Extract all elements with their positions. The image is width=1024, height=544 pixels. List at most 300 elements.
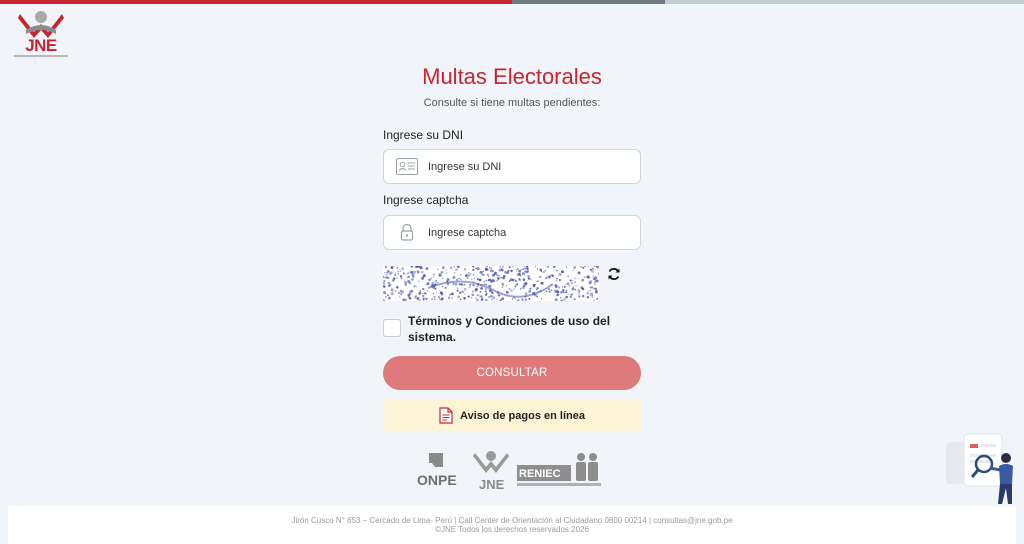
- captcha-noise-dot: [383, 280, 385, 282]
- captcha-noise-dot: [541, 282, 544, 285]
- onpe-logo-text: ONPE: [417, 472, 457, 488]
- captcha-noise-dot: [469, 286, 471, 288]
- consultar-button[interactable]: CONSULTAR: [383, 356, 641, 390]
- captcha-noise-dot: [454, 266, 455, 267]
- captcha-noise-dot: [537, 287, 539, 289]
- logo-wordmark: JNE: [25, 36, 57, 55]
- captcha-noise-dot: [407, 273, 408, 274]
- captcha-noise-dot: [383, 286, 385, 288]
- captcha-noise-dot: [592, 277, 593, 278]
- captcha-noise-dot: [569, 280, 571, 282]
- captcha-noise-dot: [389, 284, 391, 286]
- captcha-noise-dot: [442, 266, 445, 269]
- captcha-noise-dot: [390, 271, 393, 274]
- captcha-noise-dot: [582, 267, 584, 269]
- captcha-noise-dot: [431, 298, 433, 300]
- captcha-noise-dot: [493, 280, 495, 282]
- captcha-noise-dot: [458, 278, 459, 279]
- captcha-noise-dot: [445, 287, 447, 289]
- top-bar-red-segment: [0, 0, 512, 4]
- captcha-noise-dot: [592, 295, 593, 296]
- captcha-noise-dot: [518, 270, 521, 273]
- reniec-logo-text: RENIEC: [519, 468, 561, 480]
- captcha-noise-dot: [396, 287, 398, 289]
- captcha-noise-dot: [441, 298, 444, 301]
- captcha-noise-dot: [453, 276, 456, 279]
- captcha-noise-dot: [551, 274, 552, 275]
- captcha-noise-dot: [464, 294, 465, 295]
- captcha-noise-dot: [470, 273, 472, 275]
- top-accent-bar: [0, 0, 1024, 4]
- captcha-noise-dot: [454, 272, 455, 273]
- captcha-noise-dot: [436, 282, 437, 283]
- captcha-noise-dot: [486, 292, 488, 294]
- captcha-noise-dot: [453, 283, 454, 284]
- captcha-noise-dot: [498, 295, 500, 297]
- captcha-noise-dot: [385, 266, 387, 268]
- captcha-noise-dot: [568, 294, 569, 295]
- dni-field-wrapper[interactable]: [383, 149, 641, 184]
- captcha-noise-dot: [562, 289, 564, 291]
- captcha-noise-dot: [460, 299, 462, 301]
- dni-input[interactable]: [428, 150, 628, 183]
- page-subtitle: Consulte si tiene multas pendientes:: [423, 97, 601, 109]
- captcha-noise-dot: [593, 287, 595, 289]
- jne-logo[interactable]: [14, 10, 68, 62]
- refresh-icon[interactable]: [607, 267, 621, 281]
- captcha-noise-dot: [592, 275, 593, 276]
- captcha-noise-dot: [501, 283, 504, 286]
- captcha-noise-dot: [422, 293, 423, 294]
- captcha-noise-dot: [434, 298, 436, 300]
- document-icon: [439, 407, 453, 424]
- captcha-noise-dot: [472, 269, 474, 271]
- captcha-noise-dot: [580, 266, 582, 268]
- captcha-noise-dot: [404, 283, 407, 286]
- captcha-noise-dot: [438, 296, 441, 299]
- captcha-noise-dot: [395, 272, 396, 273]
- captcha-noise-dot: [413, 272, 415, 274]
- captcha-noise-dot: [554, 290, 555, 291]
- captcha-noise-dot: [488, 296, 490, 298]
- captcha-noise-dot: [489, 279, 491, 281]
- page-title: Multas Electorales: [422, 64, 602, 89]
- captcha-noise-dot: [547, 266, 549, 268]
- captcha-noise-dot: [487, 274, 489, 276]
- captcha-noise-dot: [510, 290, 512, 292]
- captcha-noise-dot: [420, 290, 421, 291]
- captcha-noise-dot: [459, 291, 462, 294]
- captcha-noise-dot: [436, 292, 437, 293]
- captcha-noise-dot: [543, 271, 545, 273]
- captcha-noise-dot: [496, 298, 497, 299]
- captcha-noise-dot: [412, 271, 413, 272]
- captcha-noise-dot: [446, 270, 447, 271]
- captcha-noise-dot: [386, 277, 387, 278]
- captcha-noise-dot: [450, 267, 452, 269]
- captcha-noise-dot: [471, 294, 473, 296]
- captcha-noise-dot: [414, 285, 416, 287]
- captcha-noise-dot: [589, 290, 591, 292]
- captcha-noise-dot: [562, 286, 563, 287]
- captcha-noise-dot: [488, 276, 489, 277]
- captcha-noise-dot: [383, 283, 385, 285]
- captcha-noise-dot: [391, 288, 394, 291]
- captcha-noise-dot: [512, 298, 513, 299]
- captcha-noise-dot: [475, 268, 476, 269]
- captcha-noise-dot: [427, 282, 430, 285]
- captcha-noise-dot: [587, 293, 589, 295]
- captcha-noise-dot: [409, 282, 411, 284]
- captcha-noise-dot: [521, 269, 522, 270]
- captcha-noise-dot: [400, 270, 401, 271]
- captcha-noise-dot: [400, 293, 402, 295]
- captcha-noise-dot: [455, 283, 458, 286]
- captcha-noise-dot: [481, 297, 483, 299]
- captcha-noise-dot: [428, 279, 430, 281]
- captcha-noise-dot: [559, 273, 562, 276]
- captcha-noise-dot: [541, 298, 542, 299]
- captcha-noise-dot: [522, 287, 525, 290]
- captcha-noise-dot: [416, 286, 417, 287]
- captcha-noise-dot: [507, 270, 509, 272]
- captcha-noise-dot: [556, 294, 559, 297]
- captcha-noise-dot: [451, 292, 454, 295]
- captcha-noise-dot: [463, 283, 465, 285]
- captcha-noise-dot: [574, 281, 576, 283]
- footer-copyright: ©JNE Todos los derechos reservados 2026: [435, 525, 589, 534]
- captcha-noise-dot: [460, 279, 461, 280]
- captcha-noise-dot: [451, 297, 453, 299]
- captcha-noise-dot: [441, 271, 444, 274]
- captcha-noise-dot: [477, 267, 480, 270]
- captcha-noise-dot: [578, 293, 579, 294]
- captcha-noise-dot: [594, 283, 596, 285]
- captcha-noise-dot: [401, 267, 404, 270]
- captcha-noise-dot: [460, 283, 462, 285]
- captcha-noise-dot: [411, 278, 414, 281]
- captcha-noise-dot: [437, 282, 438, 283]
- partner-logos: [415, 449, 605, 493]
- captcha-noise-dot: [497, 277, 500, 280]
- captcha-noise-dot: [566, 266, 567, 267]
- captcha-noise-dot: [572, 293, 574, 295]
- captcha-noise-dot: [423, 274, 426, 277]
- captcha-noise-dot: [551, 290, 553, 292]
- captcha-noise-dot: [491, 292, 493, 294]
- captcha-noise-dot: [391, 292, 394, 295]
- captcha-noise-dot: [536, 289, 537, 290]
- captcha-noise-dot: [396, 267, 398, 269]
- footer: [8, 506, 1016, 544]
- captcha-noise-dot: [587, 296, 589, 298]
- captcha-noise-dot: [499, 266, 500, 267]
- captcha-noise-dot: [504, 271, 507, 274]
- captcha-noise-dot: [489, 267, 491, 269]
- captcha-noise-dot: [486, 284, 487, 285]
- captcha-noise-dot: [510, 270, 512, 272]
- captcha-noise-dot: [422, 297, 424, 299]
- captcha-noise-dot: [485, 288, 487, 290]
- captcha-noise-dot: [480, 291, 482, 293]
- captcha-noise-dot: [490, 295, 493, 298]
- captcha-noise-dot: [486, 280, 487, 281]
- captcha-noise-dot: [467, 295, 470, 298]
- captcha-image: [383, 266, 599, 301]
- captcha-noise-dot: [522, 272, 525, 275]
- captcha-noise-dot: [491, 299, 492, 300]
- captcha-noise-dot: [550, 275, 551, 276]
- captcha-noise-dot: [556, 270, 558, 272]
- captcha-noise-dot: [442, 286, 443, 287]
- captcha-noise-dot: [399, 296, 400, 297]
- captcha-noise-dot: [384, 277, 386, 279]
- captcha-noise-dot: [560, 293, 561, 294]
- captcha-noise-dot: [463, 297, 466, 300]
- captcha-noise-dot: [464, 268, 466, 270]
- captcha-noise-dot: [386, 272, 388, 274]
- captcha-noise-dot: [514, 285, 516, 287]
- captcha-noise-dot: [510, 278, 513, 281]
- captcha-noise-dot: [565, 296, 568, 299]
- captcha-noise-dot: [483, 280, 485, 282]
- captcha-noise-dot: [430, 278, 432, 280]
- captcha-noise-dot: [422, 295, 424, 297]
- captcha-noise-dot: [501, 297, 504, 300]
- captcha-noise-dot: [395, 291, 396, 292]
- captcha-noise-dot: [574, 289, 576, 291]
- captcha-noise-dot: [525, 292, 528, 295]
- captcha-noise-dot: [465, 275, 468, 278]
- captcha-noise-dot: [427, 290, 429, 292]
- captcha-noise-dot: [396, 278, 398, 280]
- captcha-noise-dot: [433, 276, 434, 277]
- captcha-noise-dot: [578, 289, 581, 292]
- captcha-noise-dot: [435, 280, 437, 282]
- captcha-noise-dot: [591, 270, 593, 272]
- captcha-noise-dot: [516, 270, 517, 271]
- captcha-noise-dot: [573, 270, 574, 271]
- captcha-noise-dot: [473, 274, 475, 276]
- captcha-noise-dot: [462, 291, 464, 293]
- captcha-noise-dot: [540, 276, 542, 278]
- captcha-noise-dot: [574, 298, 576, 300]
- captcha-noise-dot: [387, 282, 390, 285]
- captcha-noise-dot: [471, 297, 472, 298]
- captcha-noise-dot: [514, 298, 516, 300]
- captcha-noise-dot: [387, 294, 389, 296]
- captcha-input[interactable]: [428, 216, 628, 249]
- captcha-noise-dot: [394, 274, 396, 276]
- captcha-noise-dot: [586, 276, 588, 278]
- captcha-noise-dot: [527, 275, 530, 278]
- captcha-noise-dot: [416, 297, 419, 300]
- captcha-noise-dot: [548, 291, 550, 293]
- aviso-pagos-button[interactable]: [383, 400, 641, 431]
- jne-partner-logo: [473, 451, 509, 492]
- captcha-noise-dot: [477, 278, 479, 280]
- captcha-noise-dot: [485, 291, 487, 293]
- captcha-noise-dot: [594, 279, 597, 282]
- captcha-noise-dot: [564, 298, 566, 300]
- jne-partner-text: JNE: [479, 477, 505, 492]
- captcha-noise-dot: [530, 278, 531, 279]
- captcha-noise-dot: [518, 273, 521, 276]
- captcha-noise-dot: [509, 281, 510, 282]
- terms-link[interactable]: Términos y Condiciones de uso del sistema.: [408, 314, 611, 344]
- captcha-noise-dot: [516, 283, 519, 286]
- captcha-noise-dot: [592, 268, 595, 271]
- captcha-noise-dot: [446, 273, 447, 274]
- captcha-noise-dot: [584, 276, 586, 278]
- captcha-noise-dot: [474, 289, 477, 292]
- captcha-noise-dot: [555, 285, 558, 288]
- captcha-noise-dot: [561, 270, 564, 273]
- captcha-noise-dot: [421, 277, 424, 280]
- captcha-noise-dot: [509, 266, 511, 268]
- captcha-noise-dot: [537, 268, 538, 269]
- captcha-noise-dot: [582, 288, 585, 291]
- captcha-noise-dot: [519, 279, 522, 282]
- captcha-noise-dot: [457, 296, 460, 299]
- captcha-noise-dot: [460, 274, 462, 276]
- captcha-noise-dot: [402, 298, 405, 301]
- captcha-noise-dot: [433, 274, 435, 276]
- reniec-logo: [517, 453, 601, 486]
- captcha-noise-dot: [474, 278, 475, 279]
- terms-checkbox[interactable]: [383, 319, 401, 337]
- captcha-noise-dot: [409, 297, 411, 299]
- captcha-noise-dot: [477, 294, 479, 296]
- captcha-noise-dot: [582, 295, 585, 298]
- captcha-noise-dot: [398, 271, 399, 272]
- captcha-noise-dot: [398, 292, 400, 294]
- captcha-noise-dot: [407, 280, 409, 282]
- captcha-noise-dot: [501, 287, 503, 289]
- captcha-noise-dot: [524, 298, 527, 301]
- captcha-noise-dot: [516, 269, 517, 270]
- captcha-noise-dot: [545, 277, 547, 279]
- captcha-noise-dot: [567, 275, 568, 276]
- captcha-noise-dot: [496, 274, 498, 276]
- captcha-noise-dot: [407, 294, 410, 297]
- captcha-noise-dot: [449, 294, 451, 296]
- captcha-noise-dot: [578, 295, 580, 297]
- captcha-noise-dot: [571, 282, 573, 284]
- captcha-noise-dot: [500, 277, 501, 278]
- captcha-noise-dot: [565, 291, 567, 293]
- captcha-noise-dot: [594, 276, 597, 279]
- aviso-pagos-label: Aviso de pagos en línea: [460, 409, 585, 422]
- captcha-noise-dot: [574, 277, 576, 279]
- captcha-noise-dot: [410, 271, 413, 274]
- captcha-noise-dot: [537, 280, 539, 282]
- captcha-noise-dot: [526, 266, 529, 269]
- captcha-noise-dot: [499, 269, 502, 272]
- captcha-noise-dot: [496, 280, 497, 281]
- captcha-noise-dot: [437, 269, 438, 270]
- captcha-noise-dot: [385, 296, 387, 298]
- captcha-noise-dot: [393, 277, 395, 279]
- captcha-noise-dot: [575, 285, 576, 286]
- captcha-noise-dot: [421, 271, 424, 274]
- captcha-noise-dot: [514, 279, 515, 280]
- captcha-noise-dot: [559, 279, 561, 281]
- captcha-noise-dot: [590, 269, 592, 271]
- captcha-noise-dot: [564, 286, 566, 288]
- captcha-noise-dot: [475, 297, 477, 299]
- captcha-noise-dot: [581, 279, 584, 282]
- captcha-noise-dot: [494, 272, 497, 275]
- captcha-noise-dot: [501, 269, 503, 271]
- captcha-noise-dot: [404, 281, 407, 284]
- captcha-noise-dot: [457, 287, 458, 288]
- captcha-noise-dot: [502, 285, 503, 286]
- captcha-noise-dot: [471, 279, 473, 281]
- logo-subtitle: [14, 55, 68, 57]
- captcha-noise-dot: [457, 290, 459, 292]
- captcha-noise-dot: [390, 266, 393, 269]
- captcha-noise-dot: [540, 269, 543, 272]
- captcha-noise-dot: [569, 296, 571, 298]
- captcha-noise-dot: [520, 288, 522, 290]
- captcha-noise-dot: [545, 290, 547, 292]
- captcha-noise-dot: [400, 290, 403, 293]
- captcha-noise-dot: [480, 287, 483, 290]
- captcha-noise-dot: [506, 285, 507, 286]
- captcha-noise-dot: [455, 268, 457, 270]
- captcha-noise-dot: [591, 287, 593, 289]
- captcha-noise-dot: [480, 271, 483, 274]
- captcha-noise-dot: [555, 291, 557, 293]
- captcha-noise-dot: [509, 288, 511, 290]
- captcha-noise-dot: [464, 288, 467, 291]
- captcha-noise-dot: [553, 270, 555, 272]
- captcha-noise-dot: [448, 297, 450, 299]
- top-bar-gray-segment: [512, 0, 665, 4]
- captcha-noise-dot: [548, 276, 550, 278]
- captcha-noise-dot: [399, 269, 401, 271]
- captcha-noise-dot: [568, 285, 570, 287]
- captcha-noise-dot: [493, 274, 494, 275]
- captcha-noise-dot: [491, 268, 492, 269]
- onpe-logo: [417, 453, 457, 488]
- captcha-noise-dot: [425, 298, 427, 300]
- captcha-noise-dot: [468, 272, 470, 274]
- captcha-noise-dot: [524, 268, 526, 270]
- captcha-noise-dot: [591, 296, 593, 298]
- captcha-noise-dot: [439, 290, 440, 291]
- top-bar-light-segment: [665, 0, 1024, 4]
- captcha-noise-dot: [467, 277, 469, 279]
- captcha-noise-dot: [441, 293, 444, 296]
- captcha-noise-dot: [528, 290, 531, 293]
- captcha-noise-dot: [567, 282, 570, 285]
- captcha-noise-dot: [556, 278, 557, 279]
- captcha-noise-dot: [492, 270, 495, 273]
- captcha-label: Ingrese captcha: [383, 193, 469, 207]
- captcha-noise-dot: [515, 280, 517, 282]
- captcha-noise-dot: [417, 271, 420, 274]
- captcha-noise-dot: [558, 286, 560, 288]
- captcha-noise-dot: [506, 291, 509, 294]
- captcha-noise-dot: [472, 291, 474, 293]
- captcha-noise-dot: [572, 288, 575, 291]
- captcha-noise-dot: [398, 273, 399, 274]
- captcha-noise-dot: [556, 280, 557, 281]
- captcha-noise-dot: [433, 296, 435, 298]
- captcha-field-wrapper[interactable]: [383, 215, 641, 250]
